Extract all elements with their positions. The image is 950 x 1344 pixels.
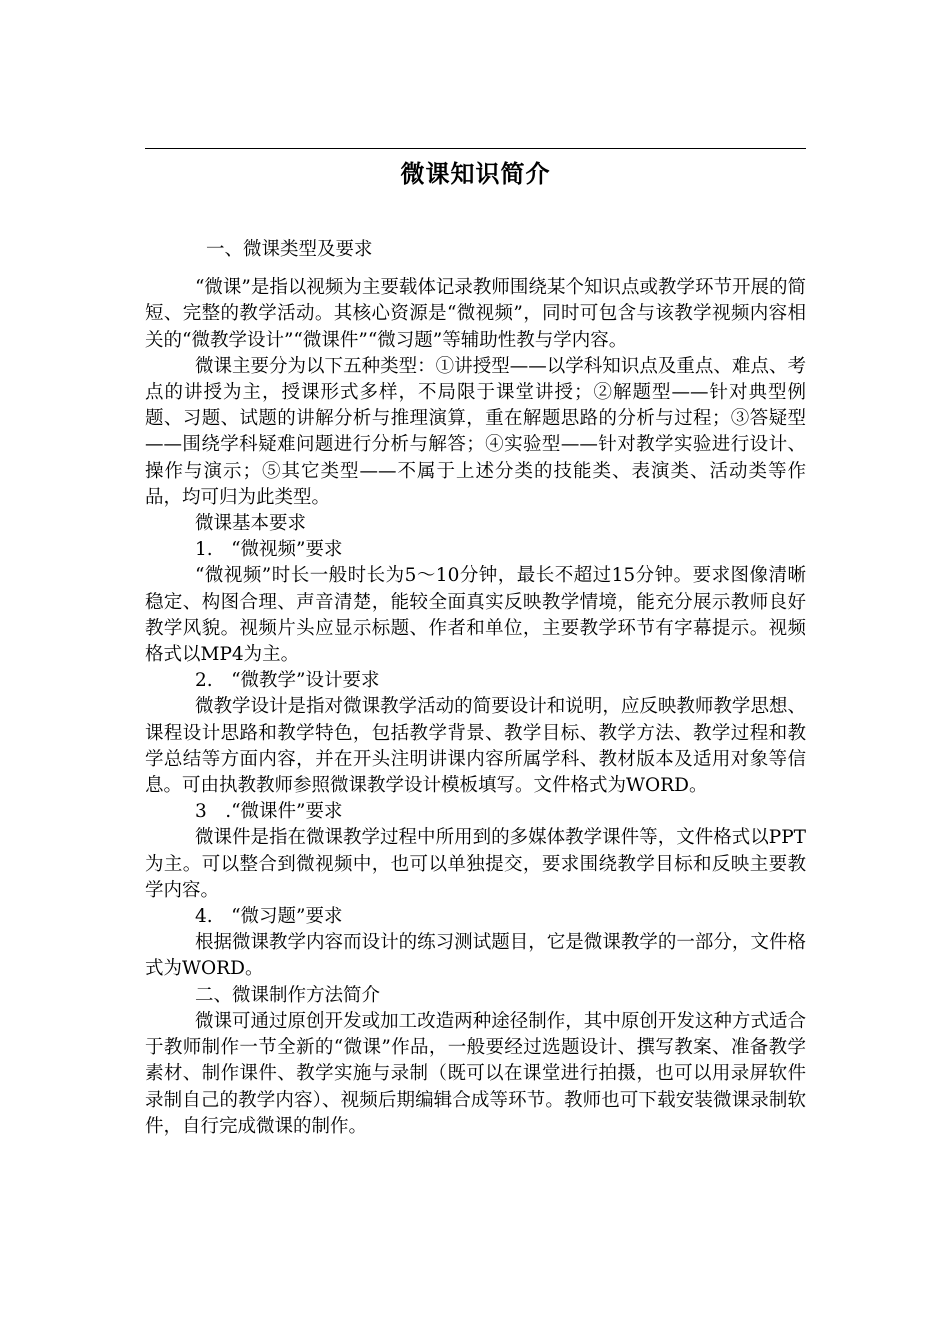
subheading-micro-video: 1. “微视频”要求 (194, 539, 343, 561)
paragraph-micro-exercises: 根据微课教学内容而设计的练习测试题目，它是微课教学的一部分，文件格式为WORD。 (145, 932, 806, 980)
subheading-basic-requirements: 微课基本要求 (194, 513, 306, 535)
section-heading-production: 二、微课制作方法简介 (194, 984, 380, 1006)
subheading-micro-teaching-design: 2. “微教学”设计要求 (194, 670, 380, 692)
document-title: 微课知识简介 (400, 160, 551, 188)
subheading-micro-exercises: 4. “微习题”要求 (194, 906, 343, 928)
paragraph-intro: “微课”是指以视频为主要载体记录教师围绕某个知识点或教学环节开展的简短、完整的教学活动。其核心资源是“微视频”，同时可包含与该教学视频内容相关的“微教学设计”“微课件”“微习题”等辅助性教与学内容。 (145, 277, 806, 351)
paragraph-micro-video: “微视频”时长一般时长为5～10分钟，最长不超过15分钟。要求图像清晰稳定、构图合理、声音清楚，能较全面真实反映教学情境，能充分展示教师良好教学风貌。视频片头应显示标题、作者和单位，主要教学环节有字幕提示。视频格式以MP4为主。 (145, 565, 806, 666)
header-rule (145, 148, 806, 149)
paragraph-types: 微课主要分为以下五种类型：①讲授型——以学科知识点及重点、难点、考点的讲授为主，授课形式多样，不局限于课堂讲授；②解题型——针对典型例题、习题、试题的讲解分析与推理演算，重在解题思路的分析与过程；③答疑型——围绕学科疑难问题进行分析与解答；④实验型——针对教学实验进行设计、操作与演示；⑤其它类型——不属于上述分类的技能类、表演类、活动类等作品，均可归为此类型。 (145, 355, 806, 508)
document-body (145, 237, 806, 1140)
section-heading-types: 一、微课类型及要求 (206, 239, 373, 260)
paragraph-micro-teaching-design: 微教学设计是指对微课教学活动的简要设计和说明，应反映教师教学思想、课程设计思路和教学特色，包括教学背景、教学目标、教学方法、教学过程和教学总结等方面内容，并在开头注明讲课内容所属学科、教材版本及适用对象等信息。可由执教教师参照微课教学设计模板填写。文件格式为WORD。 (145, 696, 806, 797)
paragraph-production: 微课可通过原创开发或加工改造两种途径制作，其中原创开发这种方式适合于教师制作一节全新的“微课”作品，一般要经过选题设计、撰写教案、准备教学素材、制作课件、教学实施与录制（既可以在课堂进行拍摄，也可以用录屏软件录制自己的教学内容）、视频后期编辑合成等环节。教师也可下载安装微课录制软件，自行完成微课的制作。 (145, 1010, 806, 1137)
subheading-micro-courseware: 3 .“微课件”要求 (194, 801, 343, 823)
paragraph-micro-courseware: 微课件是指在微课教学过程中所用到的多媒体教学课件等，文件格式以PPT为主。可以整合到微视频中，也可以单独提交，要求围绕教学目标和反映主要教学内容。 (145, 827, 806, 901)
